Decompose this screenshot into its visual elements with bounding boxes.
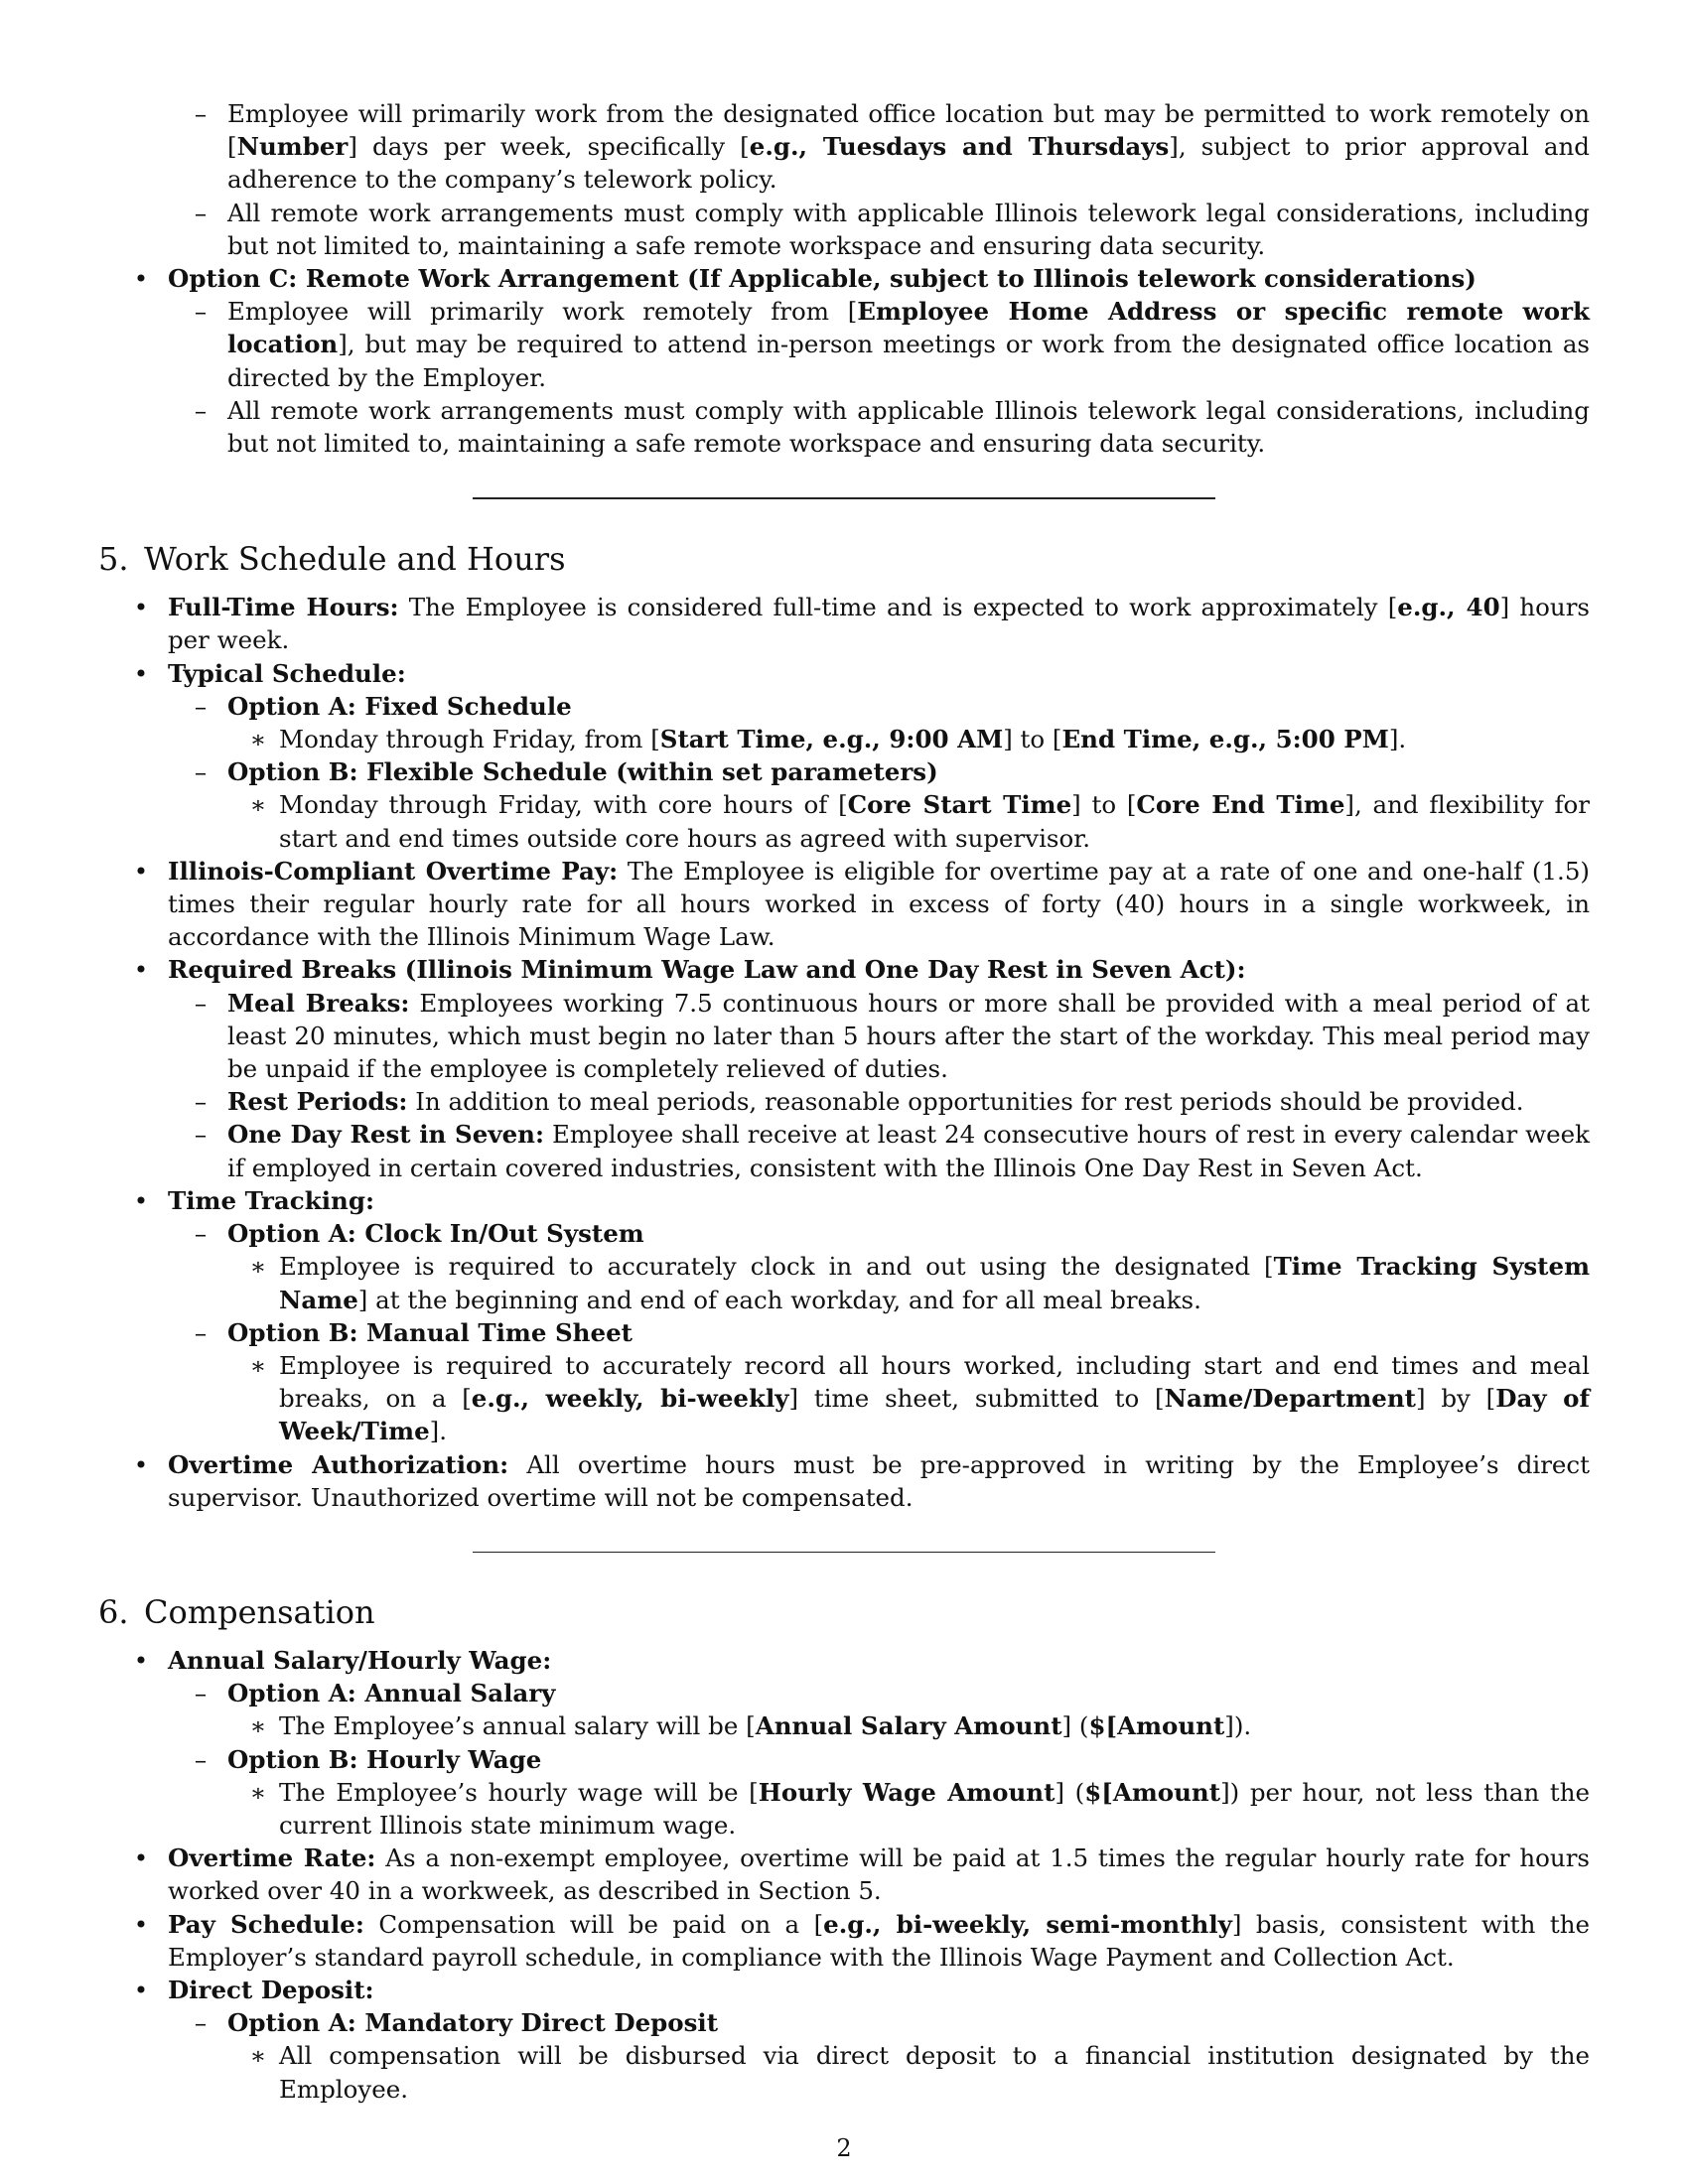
list-item: – Option A: Clock In/Out System [98, 1217, 1590, 1250]
page-number: 2 [836, 2134, 852, 2162]
asterisk-marker: ∗ [249, 790, 267, 820]
list-item: – Rest Periods: In addition to meal periods, reasonable opportunities for rest periods should be provided. [98, 1085, 1590, 1118]
asterisk-marker: ∗ [249, 1252, 267, 1282]
list-item: • Pay Schedule: Compensation will be paid on a [e.g., bi-weekly, semi-monthly] basis, consistent with the Employer’s standard payroll schedule, in compliance with the Illinois Wage Payment and Collection Act. [98, 1908, 1590, 1974]
list-item: – Meal Breaks: Employees working 7.5 continuous hours or more shall be provided with a meal period of at least 20 minutes, which must begin no later than 5 hours after the start of the workday. This meal period may be unpaid if the employee is completely relieved of duties. [98, 987, 1590, 1086]
bullet-marker: • [133, 1909, 149, 1939]
list-item: – Employee will primarily work remotely from [Employee Home Address or specific remote work location], but may be required to attend in-person meetings or work from the designated office location as directed by the Employer. [98, 295, 1590, 394]
list-item: • Typical Schedule: [98, 657, 1590, 690]
list-item: ∗ Monday through Friday, from [Start Time, e.g., 9:00 AM] to [End Time, e.g., 5:00 PM]. [98, 723, 1590, 755]
dash-marker: – [194, 691, 208, 721]
bullet-marker: • [133, 593, 149, 622]
asterisk-marker: ∗ [249, 1350, 267, 1380]
bullet-marker: • [133, 1975, 149, 2004]
section-divider [473, 1552, 1215, 1553]
list-item: – All remote work arrangements must comply with applicable Illinois telework legal considerations, including but not limited to, maintaining a safe remote workspace and ensuring data security. [98, 394, 1590, 460]
asterisk-marker: ∗ [249, 1711, 267, 1741]
bullet-marker: • [133, 955, 149, 985]
list-item: – Option B: Hourly Wage [98, 1743, 1590, 1776]
list-item: • Annual Salary/Hourly Wage: [98, 1644, 1590, 1677]
dash-marker: – [194, 1744, 208, 1774]
bullet-marker: • [133, 1449, 149, 1479]
dash-marker: – [194, 198, 208, 227]
dash-marker: – [194, 2008, 208, 2038]
dash-marker: – [194, 757, 208, 787]
list-item: ∗ The Employee’s annual salary will be [Annual Salary Amount] ($[Amount]). [98, 1709, 1590, 1742]
section-5-heading: 5. Work Schedule and Hours [98, 540, 566, 579]
dash-marker: – [194, 988, 208, 1018]
option-c-heading: • Option C: Remote Work Arrangement (If Applicable, subject to Illinois telework considerations) [98, 262, 1590, 295]
list-item: ∗ Employee is required to accurately clock in and out using the designated [Time Tracking System Name] at the beginning and end of each workday, and for all meal breaks. [98, 1250, 1590, 1315]
bullet-marker: • [133, 1185, 149, 1215]
list-item: • Time Tracking: [98, 1184, 1590, 1217]
list-item: – All remote work arrangements must comply with applicable Illinois telework legal considerations, including but not limited to, maintaining a safe remote workspace and ensuring data security. [98, 197, 1590, 262]
dash-marker: – [194, 99, 208, 128]
list-item: ∗ The Employee’s hourly wage will be [Hourly Wage Amount] ($[Amount]) per hour, not less than the current Illinois state minimum wage. [98, 1776, 1590, 1842]
list-item: • Illinois-Compliant Overtime Pay: The Employee is eligible for overtime pay at a rate of one and one-half (1.5) times their regular hourly rate for all hours worked in excess of forty (40) hours in a single workweek, in accordance with the Illinois Minimum Wage Law. [98, 855, 1590, 954]
asterisk-marker: ∗ [249, 725, 267, 754]
section-6-heading: 6. Compensation [98, 1592, 375, 1631]
dash-marker: – [194, 1317, 208, 1347]
dash-marker: – [194, 1219, 208, 1249]
list-item: ∗ Monday through Friday, with core hours of [Core Start Time] to [Core End Time], and flexibility for start and end times outside core hours as agreed with supervisor. [98, 788, 1590, 854]
list-item: • Full-Time Hours: The Employee is considered full-time and is expected to work approximately [e.g., 40] hours per week. [98, 591, 1590, 656]
list-item: – Employee will primarily work from the designated office location but may be permitted to work remotely on [Number] days per week, specifically [e.g., Tuesdays and Thursdays], subject to prior approval and adherence to the company’s telework policy. [98, 97, 1590, 197]
list-item: – Option B: Manual Time Sheet [98, 1316, 1590, 1349]
list-item: – Option B: Flexible Schedule (within set parameters) [98, 755, 1590, 788]
list-item: – Option A: Annual Salary [98, 1677, 1590, 1709]
asterisk-marker: ∗ [249, 2041, 267, 2071]
document-page [98, 97, 1590, 2106]
list-item: – Option A: Mandatory Direct Deposit [98, 2006, 1590, 2039]
asterisk-marker: ∗ [249, 1777, 267, 1807]
dash-marker: – [194, 1679, 208, 1708]
section-divider [473, 497, 1215, 499]
bullet-marker: • [133, 658, 149, 688]
bullet-marker: • [133, 264, 149, 294]
dash-marker: – [194, 1087, 208, 1117]
bullet-marker: • [133, 1645, 149, 1675]
list-item: ∗ Employee is required to accurately record all hours worked, including start and end times and meal breaks, on a [e.g., weekly, bi-weekly] time sheet, submitted to [Name/Department] by [Day of Week/Time]. [98, 1349, 1590, 1448]
list-item: • Overtime Authorization: All overtime hours must be pre-approved in writing by the Employee’s direct supervisor. Unauthorized overtime will not be compensated. [98, 1448, 1590, 1514]
list-item: • Overtime Rate: As a non-exempt employee, overtime will be paid at 1.5 times the regular hourly rate for hours worked over 40 in a workweek, as described in Section 5. [98, 1842, 1590, 1907]
list-item: • Required Breaks (Illinois Minimum Wage Law and One Day Rest in Seven Act): [98, 953, 1590, 986]
list-item: – One Day Rest in Seven: Employee shall receive at least 24 consecutive hours of rest in every calendar week if employed in certain covered industries, consistent with the Illinois One Day Rest in Seven Act. [98, 1118, 1590, 1183]
list-item: • Direct Deposit: [98, 1974, 1590, 2006]
list-item: – Option A: Fixed Schedule [98, 690, 1590, 723]
dash-marker: – [194, 1120, 208, 1150]
dash-marker: – [194, 395, 208, 425]
dash-marker: – [194, 297, 208, 327]
bullet-marker: • [133, 856, 149, 886]
list-item: ∗ All compensation will be disbursed via direct deposit to a financial institution designated by the Employee. [98, 2039, 1590, 2105]
bullet-marker: • [133, 1843, 149, 1873]
